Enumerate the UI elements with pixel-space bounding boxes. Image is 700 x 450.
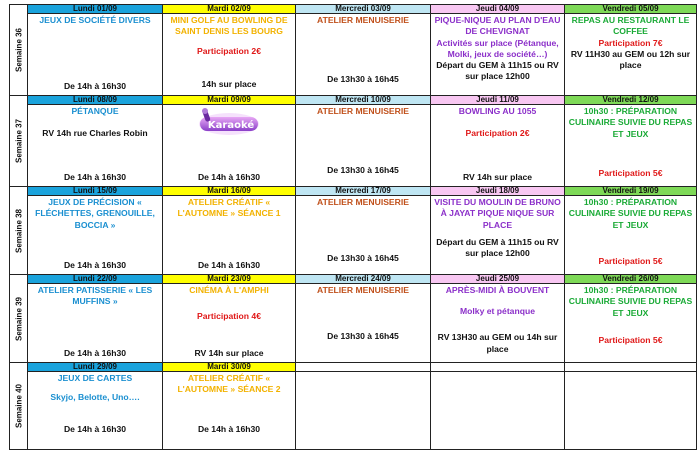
week-label: Semaine 40 (10, 363, 28, 450)
activity-cell (28, 372, 163, 450)
activity-title: BOWLING AU 1055 (458, 106, 537, 116)
day-header: Lundi 15/09 (28, 187, 163, 196)
activity-price: Participation 2€ (465, 128, 530, 139)
activity-time: RV 14h sur place (462, 171, 533, 182)
activity-cell (565, 196, 697, 275)
day-header: Vendredi 12/09 (565, 96, 697, 105)
activity-title: PIQUE-NIQUE AU PLAN D'EAU DE CHEVIGNAT (434, 15, 561, 37)
activity-details: RV 14h rue Charles Robin (42, 128, 148, 139)
activity-title: VISITE DU MOULIN DE BRUNO À JAYAT PIQUE NIQUE SUR PLACE (434, 197, 561, 230)
day-header: Mardi 16/09 (163, 187, 296, 196)
activity-cell (28, 284, 163, 363)
day-header: Lundi 22/09 (28, 275, 163, 284)
activity-title: JEUX DE CARTES (57, 373, 133, 383)
activity-title: JEUX DE PRÉCISION « FLÉCHETTES, GRENOUILLE, BOCCIA » (35, 197, 155, 230)
day-header: Mardi 02/09 (163, 5, 296, 14)
day-header: Vendredi 05/09 (565, 5, 697, 14)
activity-details: Molky et pétanque (460, 306, 535, 317)
activity-title: ATELIER MENUISERIE (317, 197, 409, 207)
activity-cell (163, 372, 296, 450)
activity-time: RV 14h sur place (194, 347, 264, 358)
day-header: Lundi 08/09 (28, 96, 163, 105)
activity-cell (28, 196, 163, 275)
activity-title: ATELIER MENUISERIE (317, 15, 409, 25)
activity-cell (431, 14, 565, 96)
svg-text:Karaoké: Karaoké (207, 120, 255, 131)
planning-grid (9, 4, 697, 450)
empty-header (565, 363, 697, 372)
activity-time: De 14h à 16h30 (197, 171, 261, 182)
day-header: Mercredi 24/09 (296, 275, 431, 284)
day-header: Lundi 01/09 (28, 5, 163, 14)
activity-cell (431, 284, 565, 363)
activity-cell (296, 14, 431, 96)
karaoke-logo (198, 108, 260, 136)
activity-cell (163, 105, 296, 187)
activity-time: De 13h30 à 16h45 (327, 164, 399, 175)
day-header: Mardi 30/09 (163, 363, 296, 372)
activity-title: 10h30 : PRÉPARATION CULINAIRE SUIVIE DU REPAS ET JEUX (568, 285, 693, 318)
activity-price: Participation 4€ (197, 311, 261, 322)
activity-price: Participation 5€ (598, 255, 663, 266)
karaoke-image (198, 108, 260, 138)
activity-title: ATELIER MENUISERIE (317, 106, 409, 116)
activity-price: Participation 7€ (598, 37, 663, 48)
activity-title: JEUX DE SOCIÉTÉ DIVERS (39, 15, 151, 25)
week-label: Semaine 39 (10, 275, 28, 363)
activity-title: PÉTANQUE (71, 106, 119, 116)
empty-header (431, 363, 565, 372)
day-header: Vendredi 19/09 (565, 187, 697, 196)
activity-time: De 14h à 16h30 (63, 347, 127, 358)
week-label: Semaine 38 (10, 187, 28, 275)
activity-details: Activités sur place (Pétanque, Molki, jeux de société…) (436, 37, 559, 59)
empty-cell (431, 372, 565, 450)
day-header: Mardi 09/09 (163, 96, 296, 105)
activity-title: ATELIER MENUISERIE (317, 285, 409, 295)
day-header: Mercredi 10/09 (296, 96, 431, 105)
activity-time: Départ du GEM à 11h15 ou RV sur place 12h00 (436, 236, 559, 259)
activity-title: REPAS AU RESTAURANT LE COFFEE (571, 15, 690, 37)
activity-cell (28, 105, 163, 187)
activity-cell (163, 196, 296, 275)
activity-title: 10h30 : PRÉPARATION CULINAIRE SUIVIE DU REPAS ET JEUX (568, 106, 693, 139)
activity-cell (163, 284, 296, 363)
activity-time: Départ du GEM à 11h15 ou RV sur place 12h00 (436, 60, 559, 82)
activity-cell (565, 14, 697, 96)
activity-title: CINÉMA À L'AMPHI (189, 285, 269, 295)
day-header: Mardi 23/09 (163, 275, 296, 284)
activity-title: APRÈS-MIDI À BOUVENT (445, 285, 550, 295)
activity-time: De 13h30 à 16h45 (327, 252, 399, 263)
activity-cell (28, 14, 163, 96)
activity-details: Skyjo, Belotte, Uno…. (50, 392, 140, 403)
activity-price: Participation 2€ (197, 45, 261, 56)
week-label: Semaine 36 (10, 5, 28, 96)
activity-cell (296, 105, 431, 187)
activity-time: De 14h à 16h30 (63, 423, 127, 434)
activity-price: Participation 5€ (598, 167, 663, 178)
day-header: Lundi 29/09 (28, 363, 163, 372)
activity-time: RV 11H30 au GEM ou 12h sur place (570, 48, 691, 71)
week-label: Semaine 37 (10, 96, 28, 187)
activity-cell (565, 105, 697, 187)
activity-title: ATELIER PATISSERIE « LES MUFFINS » (37, 285, 153, 307)
activity-time: De 13h30 à 16h45 (327, 73, 399, 84)
activity-time: De 13h30 à 16h45 (327, 330, 399, 341)
activity-cell (296, 284, 431, 363)
day-header: Jeudi 25/09 (431, 275, 565, 284)
day-header: Jeudi 11/09 (431, 96, 565, 105)
activity-cell (431, 105, 565, 187)
day-header: Vendredi 26/09 (565, 275, 697, 284)
activity-title: MINI GOLF AU BOWLING DE SAINT DENIS LES BOURG (170, 15, 288, 37)
activity-cell (565, 284, 697, 363)
activity-cell (431, 196, 565, 275)
activity-time: De 14h à 16h30 (197, 423, 261, 434)
day-header: Mercredi 17/09 (296, 187, 431, 196)
day-header: Mercredi 03/09 (296, 5, 431, 14)
activity-cell (163, 14, 296, 96)
activity-time: RV 13H30 au GEM ou 14h sur place (437, 332, 558, 354)
activity-title: 10h30 : PRÉPARATION CULINAIRE SUIVIE DU REPAS ET JEUX (568, 197, 693, 230)
empty-cell (296, 372, 431, 450)
activity-price: Participation 5€ (598, 334, 663, 345)
empty-header (296, 363, 431, 372)
activity-title: ATELIER CRÉATIF « L'AUTOMNE » SÉANCE 1 (177, 197, 281, 219)
activity-time: De 14h à 16h30 (63, 259, 127, 270)
activity-title: ATELIER CRÉATIF « L'AUTOMNE » SÉANCE 2 (177, 373, 281, 395)
activity-time: De 14h à 16h30 (197, 259, 261, 270)
activity-time: 14h sur place (201, 78, 257, 89)
activity-cell (296, 196, 431, 275)
empty-cell (565, 372, 697, 450)
activity-time: De 14h à 16h30 (63, 171, 127, 182)
day-header: Jeudi 04/09 (431, 5, 565, 14)
day-header: Jeudi 18/09 (431, 187, 565, 196)
activity-time: De 14h à 16h30 (63, 80, 127, 91)
